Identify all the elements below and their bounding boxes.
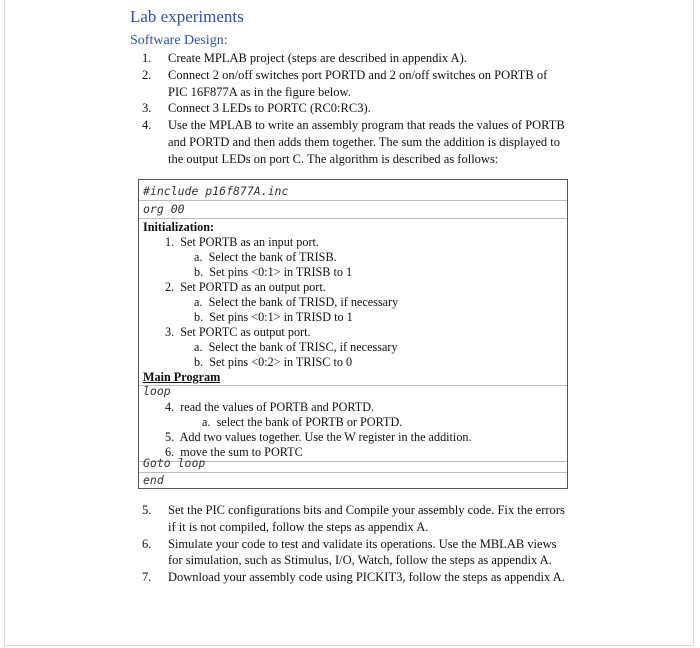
- list-item: a. select the bank of PORTB or PORTD.: [202, 415, 403, 429]
- init-heading: Initialization:: [143, 220, 215, 234]
- main-program-heading: Main Program: [143, 370, 221, 384]
- list-item: 3. Connect 3 LEDs to PORTC (RC0:RC3).: [142, 101, 371, 116]
- list-item: 1. Set PORTB as an input port.: [165, 235, 319, 249]
- steps-list-top: [142, 50, 567, 168]
- list-item: 3. Set PORTC as output port.: [165, 325, 311, 339]
- list-item: 7. Download your assembly code using PICKIT3, follow the steps as appendix A.: [142, 570, 565, 585]
- list-item: 2. Connect 2 on/off switches port PORTD and 2 on/off switches on PORTB of PIC 16F877A as in the figure below.: [142, 67, 548, 99]
- divider: [139, 385, 567, 386]
- list-item: a. Select the bank of TRISC, if necessary: [194, 340, 398, 354]
- divider: [139, 200, 567, 201]
- end-line: end: [143, 473, 164, 487]
- section-heading: Software Design:: [130, 33, 228, 48]
- list-item: 6. Simulate your code to test and validate its operations. Use the MBLAB views for simulation, such as Stimulus, I/O, Watch, follow the steps as appendix A.: [142, 536, 557, 568]
- steps-list-bottom: [142, 502, 567, 586]
- list-item: 2. Set PORTD as an output port.: [165, 280, 326, 294]
- divider: [139, 472, 567, 473]
- list-item: 4. read the values of PORTB and PORTD.: [165, 400, 375, 414]
- list-item: 4. Use the MPLAB to write an assembly program that reads the values of PORTB and PORTD and then adds them together. The sum the addition is displayed to the output LEDs on port C. The algorithm is described as follows:: [142, 118, 565, 166]
- list-item: b. Set pins <0:1> in TRISB to 1: [194, 265, 353, 279]
- list-item: 1. Create MPLAB project (steps are described in appendix A).: [142, 51, 467, 65]
- list-item: 5. Set the PIC configurations bits and Compile your assembly code. Fix the errors if it is not compiled, follow the steps as appendix A.: [142, 503, 565, 534]
- list-item: 6. move the sum to PORTC: [165, 445, 303, 459]
- list-item: b. Set pins <0:1> in TRISD to 1: [194, 310, 353, 324]
- divider: [139, 218, 567, 219]
- list-item: 5. Add two values together. Use the W register in the addition.: [165, 430, 472, 444]
- list-item: a. Select the bank of TRISB.: [194, 250, 337, 264]
- org-line: org 00: [143, 202, 185, 216]
- algorithm-box: [138, 179, 568, 489]
- loop-label: loop: [143, 384, 171, 398]
- include-line: #include p16f877A.inc: [143, 184, 289, 198]
- list-item: a. Select the bank of TRISD, if necessary: [194, 295, 399, 309]
- goto-line: Goto loop: [143, 456, 206, 470]
- list-item: b. Set pins <0:2> in TRISC to 0: [194, 355, 353, 369]
- page-title: Lab experiments: [130, 7, 244, 26]
